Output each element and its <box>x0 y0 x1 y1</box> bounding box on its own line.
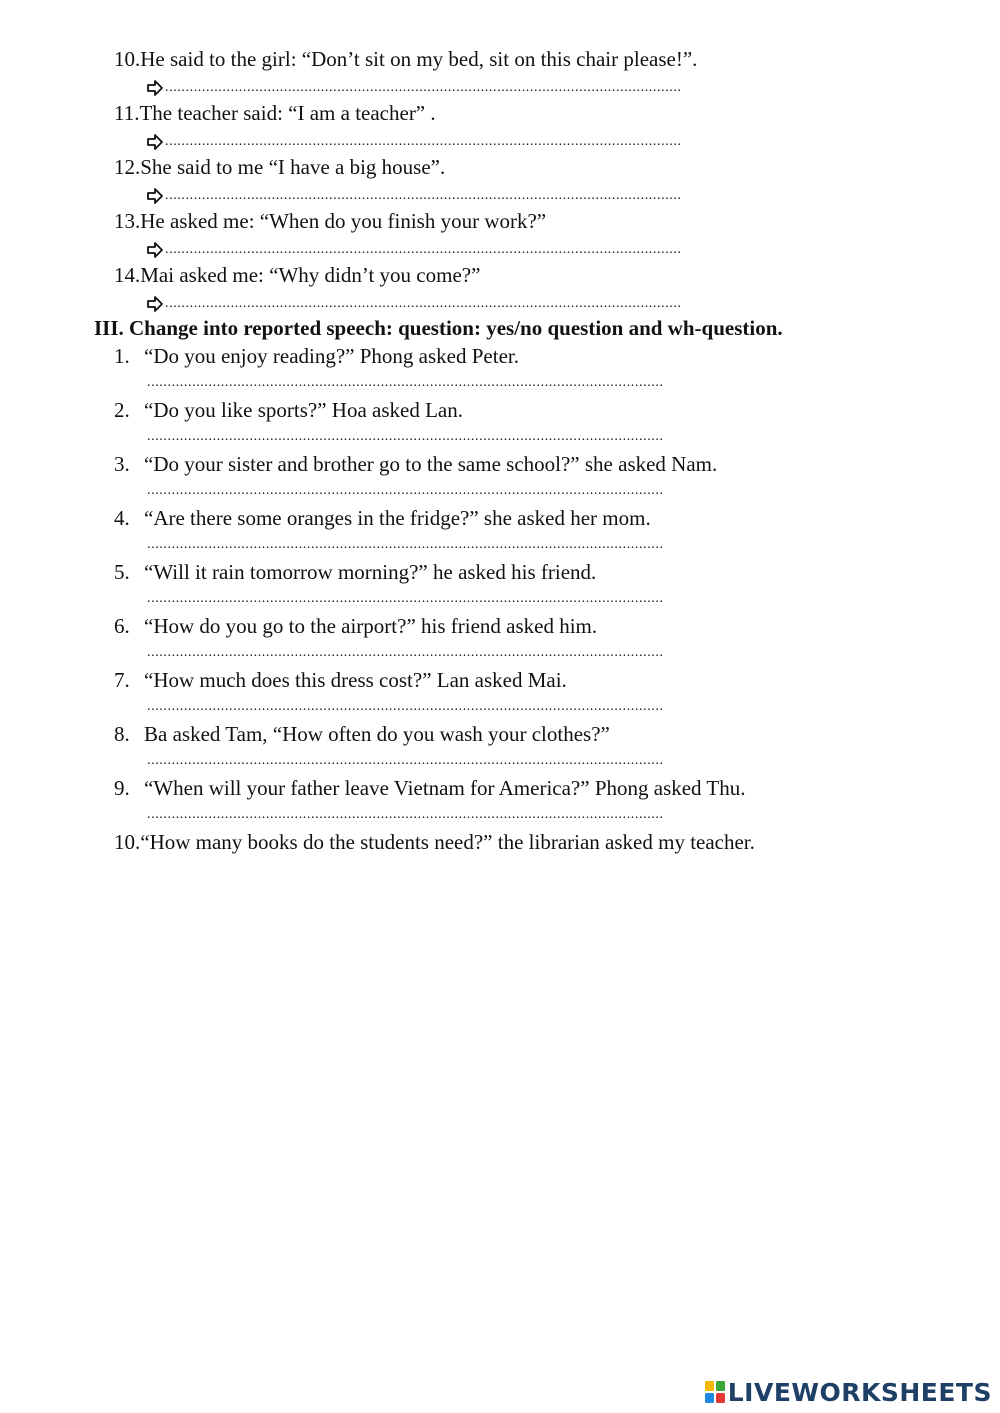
arrow-right-icon <box>145 133 165 151</box>
answer-field[interactable] <box>145 75 807 97</box>
answer-field[interactable]: .............................................................................................................................. <box>147 753 664 768</box>
answer-field[interactable] <box>145 291 807 313</box>
item-number: 10. <box>114 47 141 71</box>
item-number: 9. <box>114 776 130 800</box>
answer-dots: .............................................................................................................................. <box>165 188 682 203</box>
item-number: 5. <box>114 560 130 584</box>
item-text: Mai asked me: “Why didn’t you come?” <box>140 263 481 287</box>
item-number: 14. <box>114 263 141 287</box>
liveworksheets-logo[interactable] <box>704 1377 992 1407</box>
item-text: Ba asked Tam, “How often do you wash your clothes?” <box>144 722 610 746</box>
arrow-right-icon <box>145 295 165 313</box>
item-text: “Do you like sports?” Hoa asked Lan. <box>144 398 463 422</box>
item-number: 13. <box>114 209 141 233</box>
item-number: 1. <box>114 344 130 368</box>
item-text: “When will your father leave Vietnam for America?” Phong asked Thu. <box>144 776 746 800</box>
answer-field[interactable]: .............................................................................................................................. <box>147 645 664 660</box>
item-text: “How do you go to the airport?” his friend asked him. <box>144 614 598 638</box>
item-number: 7. <box>114 668 130 692</box>
item-number: 4. <box>114 506 130 530</box>
item-text: “Will it rain tomorrow morning?” he asked his friend. <box>144 560 597 584</box>
item-number: 8. <box>114 722 130 746</box>
answer-dots: .............................................................................................................................. <box>165 134 682 149</box>
answer-dots: .............................................................................................................................. <box>165 296 682 311</box>
answer-field[interactable] <box>145 129 807 151</box>
list-item <box>114 155 445 179</box>
arrow-right-icon <box>145 79 165 97</box>
list-item <box>114 398 463 422</box>
logo-blocks-icon <box>704 1380 726 1404</box>
answer-field[interactable]: .............................................................................................................................. <box>147 483 664 498</box>
item-text: The teacher said: “I am a teacher” . <box>139 101 436 125</box>
section-heading: III. Change into reported speech: question: yes/no question and wh-question. <box>94 316 783 340</box>
answer-field[interactable]: .............................................................................................................................. <box>147 375 664 390</box>
answer-field[interactable]: .............................................................................................................................. <box>147 699 664 714</box>
answer-field[interactable] <box>145 183 807 205</box>
list-item <box>114 776 746 800</box>
item-text: She said to me “I have a big house”. <box>140 155 446 179</box>
list-item <box>114 209 546 233</box>
answer-dots: .............................................................................................................................. <box>165 80 682 95</box>
item-text: “Do you enjoy reading?” Phong asked Peter. <box>144 344 519 368</box>
list-item <box>114 452 717 476</box>
answer-field[interactable] <box>145 237 807 259</box>
list-item <box>114 830 755 854</box>
item-text: “How many books do the students need?” the librarian asked my teacher. <box>140 830 755 854</box>
answer-field[interactable]: .............................................................................................................................. <box>147 591 664 606</box>
item-number: 12. <box>114 155 141 179</box>
list-item <box>114 722 610 746</box>
item-number: 10. <box>114 830 141 854</box>
item-text: “Are there some oranges in the fridge?” she asked her mom. <box>144 506 651 530</box>
item-number: 11. <box>114 101 140 125</box>
answer-dots: .............................................................................................................................. <box>165 242 682 257</box>
item-text: “How much does this dress cost?” Lan asked Mai. <box>144 668 567 692</box>
list-item <box>114 668 567 692</box>
item-number: 2. <box>114 398 130 422</box>
list-item <box>114 614 597 638</box>
item-text: He asked me: “When do you finish your work?” <box>140 209 547 233</box>
list-item <box>114 506 651 530</box>
item-number: 6. <box>114 614 130 638</box>
answer-field[interactable]: .............................................................................................................................. <box>147 429 664 444</box>
item-number: 3. <box>114 452 130 476</box>
arrow-right-icon <box>145 241 165 259</box>
list-item <box>114 344 519 368</box>
arrow-right-icon <box>145 187 165 205</box>
answer-field[interactable]: .............................................................................................................................. <box>147 537 664 552</box>
list-item <box>114 263 480 287</box>
item-text: “Do your sister and brother go to the same school?” she asked Nam. <box>144 452 718 476</box>
answer-field[interactable]: .............................................................................................................................. <box>147 807 664 822</box>
list-item <box>114 560 596 584</box>
list-item <box>114 101 436 125</box>
item-text: He said to the girl: “Don’t sit on my bed, sit on this chair please!”. <box>140 47 698 71</box>
list-item <box>114 47 697 71</box>
logo-text: LIVEWORKSHEETS <box>727 1377 992 1407</box>
